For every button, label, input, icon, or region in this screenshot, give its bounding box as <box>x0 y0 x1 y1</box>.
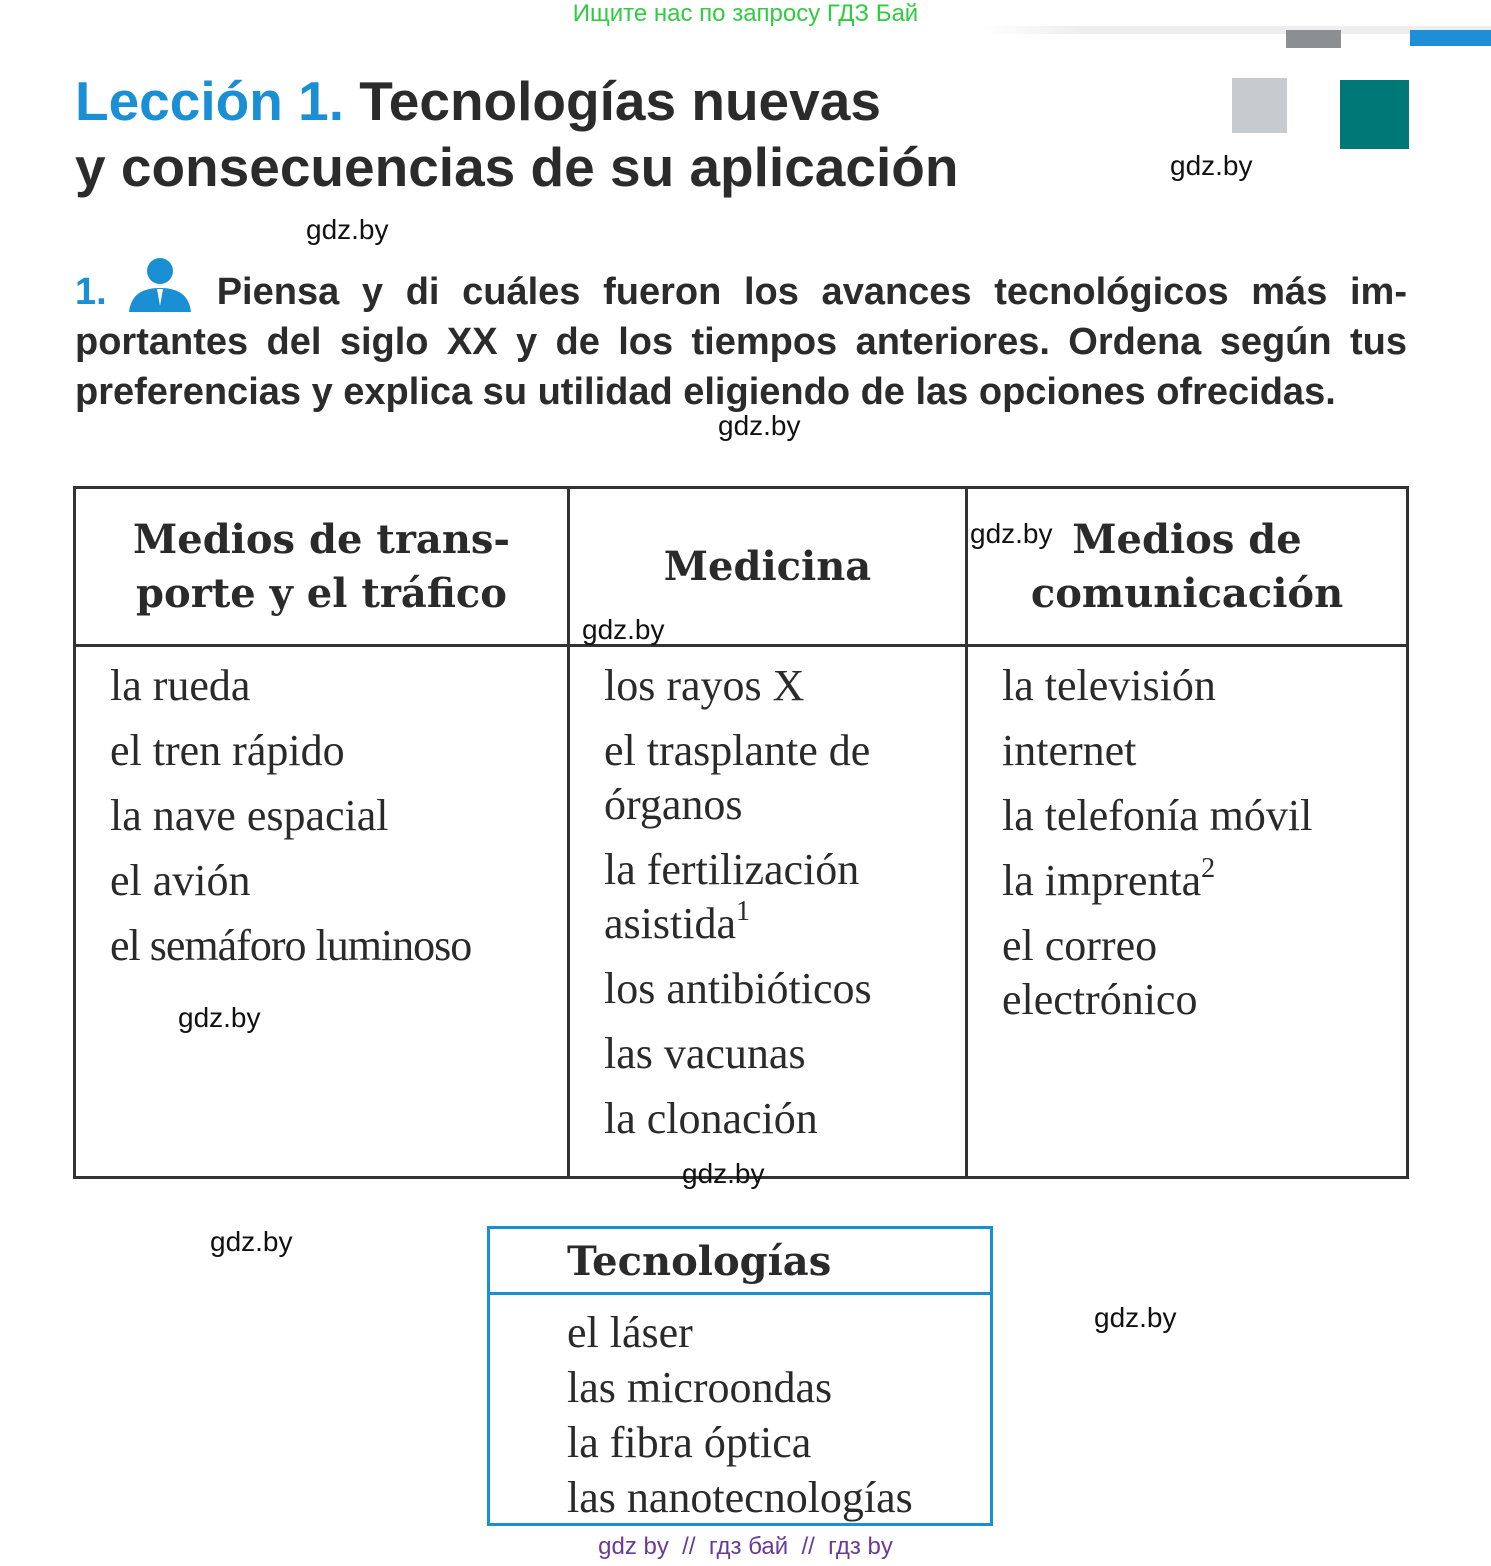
technologies-box <box>487 1226 993 1526</box>
header-medicine: Medicina <box>663 542 872 590</box>
list-item: internet <box>1002 726 1137 775</box>
list-item: el semáforo luminoso <box>110 921 472 970</box>
title-line-1: Tecnologías nuevas <box>359 70 881 132</box>
list-item: la imprenta$^2$ <box>1002 853 1216 905</box>
list-item: los antibióticos <box>604 964 872 1013</box>
list-item: el láser <box>567 1308 693 1357</box>
decor-gray-square <box>1232 78 1287 133</box>
technologies-header <box>490 1229 990 1295</box>
header-transport: Medios de trans- porte y el tráfico <box>132 515 511 617</box>
list-item: el avión <box>110 856 251 905</box>
top-gray-tab <box>1286 30 1341 48</box>
watermark: gdz.by <box>306 214 389 245</box>
footnote-marker: 2 <box>1201 853 1216 884</box>
list-item: la telefonía móvil <box>1002 791 1313 840</box>
lesson-number: Lección 1. <box>75 70 344 132</box>
top-banner: Ищите нас по запросу ГДЗ Бай <box>572 0 919 27</box>
medicine-list <box>604 659 959 1157</box>
top-blue-tab <box>1410 30 1491 46</box>
list-item: las nanotecnologías <box>567 1473 913 1522</box>
technologies-list <box>567 1305 913 1525</box>
list-item: la fibra óptica <box>567 1418 812 1467</box>
watermark: gdz.by <box>718 410 801 441</box>
footnote-marker: 1 <box>735 896 750 927</box>
page-title <box>75 68 1175 200</box>
watermark: gdz.by <box>970 518 1053 549</box>
watermark: gdz.by <box>1094 1302 1177 1333</box>
list-item: la televisión <box>1002 661 1216 710</box>
list-item: la rueda <box>110 661 251 710</box>
footer-watermark: gdz by // гдз бай // гдз by <box>598 1533 893 1560</box>
watermark: gdz.by <box>178 1002 261 1033</box>
list-item: la nave espacial <box>110 791 389 840</box>
decor-teal-square <box>1340 80 1409 149</box>
task-text: Piensa y di cuáles fueron los avances tecnológicos más importantes del siglo XX y de los tiempos anteriores. Ordena según tus preferencias y explica su utilidad eligiendo de las opciones ofrecidas. <box>75 271 1407 413</box>
list-item: la fertilización asistida$^1$ <box>604 845 860 948</box>
technologies-title: Tecnologías <box>567 1238 832 1285</box>
transport-list <box>110 659 560 984</box>
task-instruction <box>75 256 1407 417</box>
list-item: el trasplante de órganos <box>604 726 871 829</box>
title-line-2: y consecuencias de su aplicación <box>75 136 959 198</box>
list-item: los rayos X <box>604 661 805 710</box>
list-item: el correo electrónico <box>1002 921 1198 1024</box>
list-item: el tren rápido <box>110 726 345 775</box>
technology-table <box>73 486 1409 1179</box>
list-item: la clonación <box>604 1094 818 1143</box>
header-divider <box>76 644 1406 647</box>
task-number: 1. <box>75 271 107 313</box>
header-communication: Medios de comunicación <box>1030 515 1344 617</box>
watermark: gdz.by <box>210 1226 293 1257</box>
watermark: gdz.by <box>682 1158 765 1189</box>
watermark: gdz.by <box>1170 150 1253 181</box>
watermark: gdz.by <box>582 614 665 645</box>
person-icon <box>127 256 193 312</box>
list-item: las microondas <box>567 1363 833 1412</box>
communication-list <box>1002 659 1402 1038</box>
list-item: las vacunas <box>604 1029 806 1078</box>
